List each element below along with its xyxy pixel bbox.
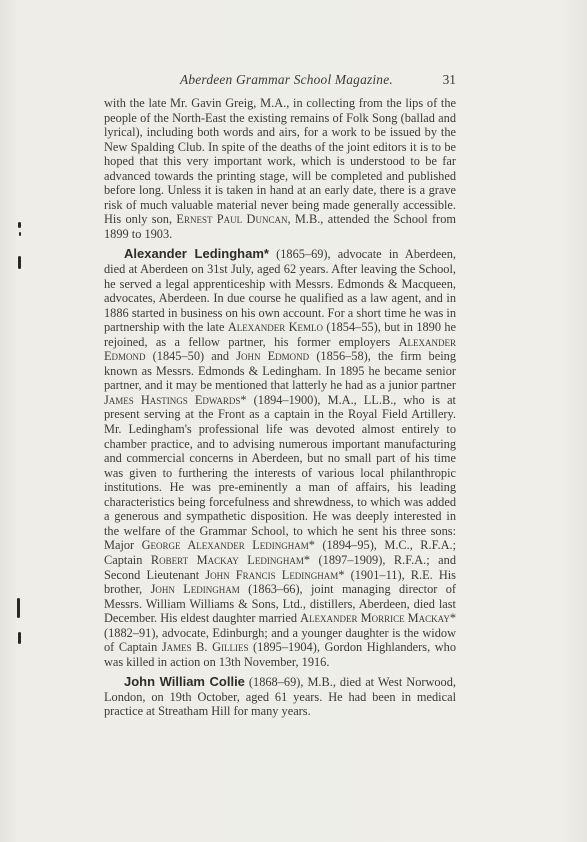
magazine-title: Aberdeen Grammar School Magazine. <box>180 72 393 87</box>
binding-mark <box>19 232 21 236</box>
entry-name: Alexander Ledingham* <box>124 246 269 262</box>
person-name: Ernest Paul Duncan <box>176 212 288 227</box>
article-body <box>104 96 456 719</box>
obituary-entry: Alexander Ledingham* (1865–69), advocate in Aberdeen, died at Aberdeen on 31st July, aged 62 years. After leaving the School, he served a legal apprenticeship with Messrs. Edmonds & Macqueen, advocates, Aberdeen. In due course he qualified as a law agent, and in 1886 started in business on his own account. For a short time he was in partnership with the late Alexander Kemlo (1854–55), but in 1890 he rejoined, as a fellow partner, his former employers Alexander Edmond (1845–50) and John Edmond (1856–58), the firm being known as Messrs. Edmonds & Ledingham. In 1895 he became senior partner, and it may be mentioned that latterly he had as a junior partner James Hastings Edwards* (1894–1900), M.A., LL.B., who is at present serving at the Front as a captain in the Royal Field Artillery. Mr. Ledingham's professional life was devoted almost entirely to chamber practice, and to advising numerous important manufacturing and commercial concerns in Aberdeen, but no small part of his time was given to furthering the interests of various local philanthropic institutions. He was pre-eminently a man of affairs, his leading characteristics being forcefulness and shrewdness, to which was added a generous and sympathetic disposition. He was deeply interested in the welfare of the Grammar School, to which he sent his three sons: Major George Alexander Ledingham* (1894–95), M.C., R.F.A.; Captain Robert Mackay Ledingham* (1897–1909), R.F.A.; and Second Lieutenant John Francis Ledingham* (1901–11), R.E. His brother, John Ledingham (1863–66), joint managing director of Messrs. William Williams & Sons, Ltd., distillers, Aberdeen, died last December. His eldest daughter married Alexander Morrice Mackay* (1882–91), advocate, Edinburgh; and a younger daughter is the widow of Captain James B. Gillies (1895–1904), Gordon Highlanders, who was killed in action on 13th November, 1916. <box>104 246 457 669</box>
person-name: James Hastings Edwards <box>104 392 241 407</box>
obituary-entry: John William Collie (1868–69), M.B., died at West Norwood, London, on 19th October, aged 61 years. He had been in medical practice at Streatham Hill for many years. <box>104 674 456 719</box>
person-name: Alexander Kemlo <box>227 320 323 335</box>
person-name: Alexander Edmond <box>104 334 456 364</box>
binding-mark <box>18 632 21 644</box>
person-name: James B. Gillies <box>161 640 249 655</box>
person-name: John Edmond <box>236 349 310 364</box>
person-name: John Ledingham <box>150 582 240 597</box>
person-name: Robert Mackay Ledingham <box>150 552 304 567</box>
binding-mark <box>17 598 20 618</box>
person-name: Alexander Morrice Mackay <box>300 611 450 626</box>
page-number: 31 <box>442 72 456 87</box>
paragraph-continued: with the late Mr. Gavin Greig, M.A., in collecting from the lips of the people of the North-East the existing remains of Folk Song (ballad and lyrical), including both words and airs, for a work to be issued by the New Spalding Club. In spite of the deaths of the joint editors it is to be hoped that this very important work, which is understood to be far advanced towards the printing stage, will be completed and published before long. Unless it is taken in hand at an early date, there is a grave risk of much valuable material never being made generally accessible. His only son, Ernest Paul Duncan, M.B., attended the School from 1899 to 1903. <box>104 96 456 241</box>
person-name: George Alexander Ledingham <box>141 538 309 553</box>
person-name: John Francis Ledingham <box>205 567 339 582</box>
running-header <box>104 72 456 88</box>
entry-name: John William Collie <box>124 674 245 690</box>
binding-mark <box>18 256 21 269</box>
binding-mark <box>18 222 21 228</box>
